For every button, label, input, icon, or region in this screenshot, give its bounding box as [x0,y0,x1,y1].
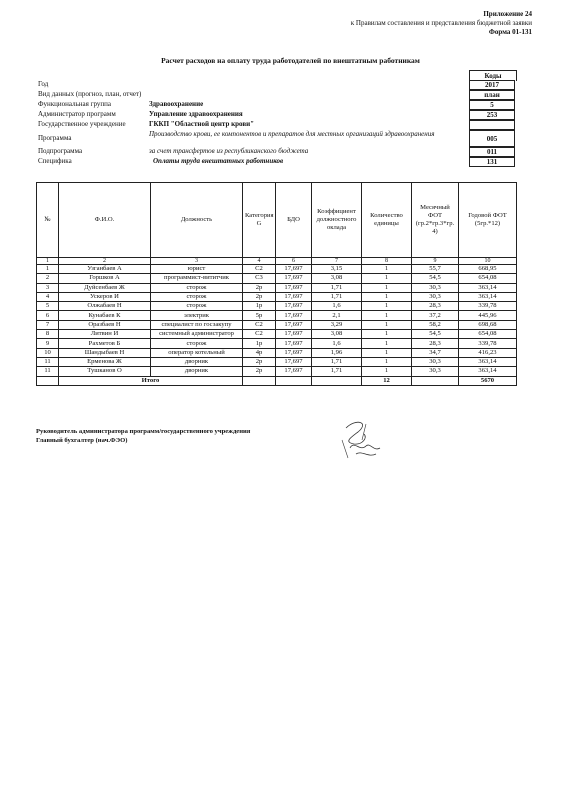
coefficient: 3,29 [312,320,362,329]
units: 1 [362,274,412,283]
head-signature-label: Руководитель администратора программ/государственного учреждения [36,428,251,435]
employee-name: Горшков А [59,274,151,283]
total-coefficient [312,376,362,385]
info-row-year [38,80,515,90]
column-number: 2 [59,258,151,265]
info-row-institution [38,120,515,130]
table-row [37,357,517,366]
col-header-position: Должность [151,183,243,258]
position: программист-вититчик [151,274,243,283]
info-label: Администратор программ [38,110,116,118]
col-header-number: № [37,183,59,258]
employee-name: Шандыбаев Н [59,348,151,357]
handwritten-signature [336,418,386,460]
column-number-row [37,258,517,265]
column-number: 7 [312,258,362,265]
monthly-fot: 30,3 [412,292,459,301]
column-number: 10 [459,258,517,265]
info-code: 011 [469,147,515,157]
info-code: план [469,90,515,100]
info-code: 5 [469,100,515,110]
coefficient: 3,08 [312,274,362,283]
column-number: 8 [362,258,412,265]
column-number: 4 [243,258,276,265]
row-number: 5 [37,302,59,311]
category: 2р [243,292,276,301]
total-monthly [412,376,459,385]
monthly-fot: 30,3 [412,357,459,366]
col-header-coefficient: Коэффициент должностного оклада [312,183,362,258]
position: системный администратор [151,330,243,339]
info-row-administrator [38,110,515,120]
employee-name: Узганбаев А [59,265,151,274]
row-number: 11 [37,367,59,376]
coefficient: 1,6 [312,302,362,311]
position: оператор котельный [151,348,243,357]
accountant-signature-label: Главный бухгалтер (нач.ФЭО) [36,437,128,444]
info-value: Здравоохранение [149,100,204,108]
category: 2р [243,283,276,292]
coefficient: 3,15 [312,265,362,274]
table-row [37,330,517,339]
bdo: 17,697 [276,339,312,348]
table-row [37,311,517,320]
position: юрист [151,265,243,274]
bdo: 17,697 [276,302,312,311]
category: 2р [243,367,276,376]
bdo: 17,697 [276,367,312,376]
units: 1 [362,311,412,320]
units: 1 [362,367,412,376]
info-code: 005 [469,130,515,147]
bdo: 17,697 [276,320,312,329]
annual-fot: 698,68 [459,320,517,329]
position: дворник [151,357,243,366]
info-value: за счет трансфертов из республиканского бюджета [149,147,309,155]
salary-table [36,182,517,386]
units: 1 [362,339,412,348]
info-value: Управление здравоохранения [149,110,243,118]
category: С2 [243,330,276,339]
monthly-fot: 58,2 [412,320,459,329]
row-number: 1 [37,265,59,274]
coefficient: 2,1 [312,311,362,320]
table-header-row [37,183,517,258]
category: 1р [243,339,276,348]
column-number: 3 [151,258,243,265]
info-value: Производство крови, ее компонентов и препаратов для местных организаций здравоохранения [149,130,435,138]
annual-fot: 445,96 [459,311,517,320]
table-row [37,274,517,283]
info-code: 2017 [469,80,515,90]
position: специалист по госзакупу [151,320,243,329]
monthly-fot: 55,7 [412,265,459,274]
position: сторож [151,292,243,301]
row-number: 9 [37,339,59,348]
row-number: 11 [37,357,59,366]
position: сторож [151,339,243,348]
info-value: ГККП "Областной центр крови" [149,120,255,128]
col-header-units: Количество единицы [362,183,412,258]
row-number: 7 [37,320,59,329]
table-row [37,339,517,348]
row-number: 6 [37,311,59,320]
monthly-fot: 34,7 [412,348,459,357]
coefficient: 1,71 [312,292,362,301]
category: 5р [243,311,276,320]
column-number: 1 [37,258,59,265]
bdo: 17,697 [276,311,312,320]
total-category [243,376,276,385]
employee-name: Тушканов О [59,367,151,376]
monthly-fot: 28,3 [412,302,459,311]
annual-fot: 363,14 [459,292,517,301]
row-number: 3 [37,283,59,292]
info-row-specifics [38,157,515,167]
info-row-program [38,130,515,147]
category: 1р [243,302,276,311]
monthly-fot: 54,5 [412,330,459,339]
employee-name: Дуйсенбаев Ж [59,283,151,292]
info-label: Функциональная группа [38,100,111,108]
coefficient: 3,08 [312,330,362,339]
appendix-number: Приложение 24 [483,10,532,18]
monthly-fot: 30,3 [412,367,459,376]
units: 1 [362,357,412,366]
info-label: Государственное учреждение [38,120,126,128]
annual-fot: 654,08 [459,330,517,339]
position: сторож [151,283,243,292]
annual-fot: 654,08 [459,274,517,283]
table-row [37,302,517,311]
codes-label: Коды [469,70,517,81]
info-label: Специфика [38,157,72,165]
table-row [37,265,517,274]
col-header-name: Ф.И.О. [59,183,151,258]
units: 1 [362,320,412,329]
annual-fot: 363,14 [459,357,517,366]
bdo: 17,697 [276,265,312,274]
info-code: 253 [469,110,515,120]
table-row [37,367,517,376]
employee-name: Рахметов Б [59,339,151,348]
annual-fot: 363,14 [459,367,517,376]
row-number: 10 [37,348,59,357]
info-row-subprogram [38,147,515,157]
total-label: Итого [59,376,243,385]
employee-name: Ерменова Ж [59,357,151,366]
monthly-fot: 30,3 [412,283,459,292]
total-row [37,376,517,385]
units: 1 [362,292,412,301]
units: 1 [362,283,412,292]
table-row [37,348,517,357]
annual-fot: 339,78 [459,339,517,348]
table-row [37,292,517,301]
col-header-bdo: БДО [276,183,312,258]
info-label: Подпрограмма [38,147,83,155]
position: дворник [151,367,243,376]
category: 2р [243,357,276,366]
total-bdo [276,376,312,385]
employee-name: Литвин И [59,330,151,339]
info-label: Вид данных (прогноз, план, отчет) [38,90,142,98]
employee-name: Ускеров И [59,292,151,301]
coefficient: 1,71 [312,283,362,292]
col-header-category: Категория G [243,183,276,258]
monthly-fot: 37,2 [412,311,459,320]
employee-name: Олжабаев Н [59,302,151,311]
row-number: 2 [37,274,59,283]
info-label: Год [38,80,49,88]
annual-fot: 416,23 [459,348,517,357]
coefficient: 1,71 [312,357,362,366]
bdo: 17,697 [276,348,312,357]
coefficient: 1,71 [312,367,362,376]
column-number: 9 [412,258,459,265]
info-value: Оплаты труда внештатных работников [153,157,284,165]
total-count: 12 [362,376,412,385]
appendix-header [351,10,532,37]
row-number: 4 [37,292,59,301]
bdo: 17,697 [276,283,312,292]
col-header-annual: Годовой ФОТ (5гр.*12) [459,183,517,258]
info-code [469,120,515,130]
position: сторож [151,302,243,311]
coefficient: 1,6 [312,339,362,348]
coefficient: 1,96 [312,348,362,357]
table-row [37,320,517,329]
category: С3 [243,274,276,283]
bdo: 17,697 [276,357,312,366]
total-annual: 5670 [459,376,517,385]
table-row [37,283,517,292]
row-number: 8 [37,330,59,339]
document-title: Расчет расходов на оплату труда работодателей по внештатным работникам [161,56,420,65]
bdo: 17,697 [276,274,312,283]
col-header-monthly: Месячный ФОТ (гр.2*гр.3*гр. 4) [412,183,459,258]
info-row-data-type [38,90,515,100]
units: 1 [362,348,412,357]
position: электрик [151,311,243,320]
total-number [37,376,59,385]
info-code: 131 [469,157,515,167]
category: С2 [243,265,276,274]
annual-fot: 339,78 [459,302,517,311]
units: 1 [362,330,412,339]
units: 1 [362,265,412,274]
appendix-rules: к Правилам составления и представления бюджетной заявки [350,19,532,27]
annual-fot: 363,14 [459,283,517,292]
info-row-functional-group [38,100,515,110]
category: С2 [243,320,276,329]
form-number: Форма 01-131 [488,28,532,36]
column-number: 6 [276,258,312,265]
category: 4р [243,348,276,357]
monthly-fot: 54,5 [412,274,459,283]
monthly-fot: 28,3 [412,339,459,348]
bdo: 17,697 [276,330,312,339]
employee-name: Оразбаев Н [59,320,151,329]
units: 1 [362,302,412,311]
annual-fot: 668,95 [459,265,517,274]
bdo: 17,697 [276,292,312,301]
employee-name: Кунабаев К [59,311,151,320]
info-label: Программа [38,134,72,142]
